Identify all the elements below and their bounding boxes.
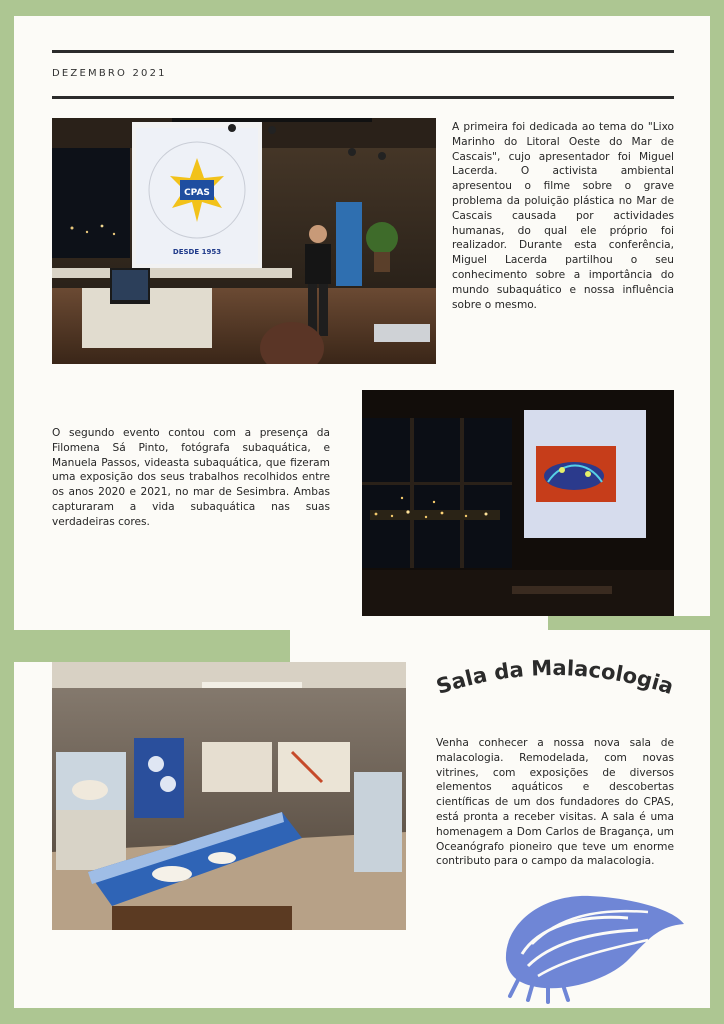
section3-text: Venha conhecer a nossa nova sala de malacologia. Remodelada, com novas vitrines, com exposições de diversos elementos aquáticos e descobertas científicas de um dos fundadores do CPAS, está pronta a receber visitas. A sala é uma homenagem a Dom Carlos de Bragança, um Oceanógrafo pioneiro que teve um enorme contributo para o campo da malacologia.	[436, 737, 674, 868]
slide-since: DESDE 1953	[172, 248, 222, 256]
bottom-left-green-block	[14, 630, 290, 662]
conference-photo	[52, 118, 436, 364]
malacology-room-photo	[52, 662, 406, 930]
middle-right-green-block	[548, 616, 710, 630]
seashell-icon	[498, 884, 690, 1004]
top-rule	[52, 50, 674, 53]
section1-text: A primeira foi dedicada ao tema do "Lixo Marinho do Litoral Oeste do Mar de Cascais", cujo apresentador foi Miguel Lacerda. O activista ambiental apresentou o filme sobre o grave problema da poluição plástica no Mar de Cascais causada por actividades humanas, do qual ele próprio foi realizador. Durante esta conferência, Miguel Lacerda partilhou o seu conhecimento sobre a importância do mundo subaquático e nossa influência sobre o mesmo.	[452, 121, 674, 311]
section2-text: O segundo evento contou com a presença da Filomena Sá Pinto, fotógrafa subaquática, e Manuela Passos, videasta subaquática, que fizeram uma exposição dos seus trabalhos recolhidos entre os anos 2020 e 2021, no mar de Sesimbra. Ambas capturaram a vida subaquática nas suas verdadeiras cores.	[52, 427, 330, 528]
section3-title	[420, 640, 710, 710]
exhibition-night-photo	[362, 390, 674, 616]
header-bottom-rule	[52, 96, 674, 99]
svg-text:CPAS: CPAS	[184, 188, 210, 198]
svg-text:Sala da Malacologia: Sala da Malacologia	[433, 655, 677, 699]
issue-date: DEZEMBRO 2021	[52, 68, 167, 79]
